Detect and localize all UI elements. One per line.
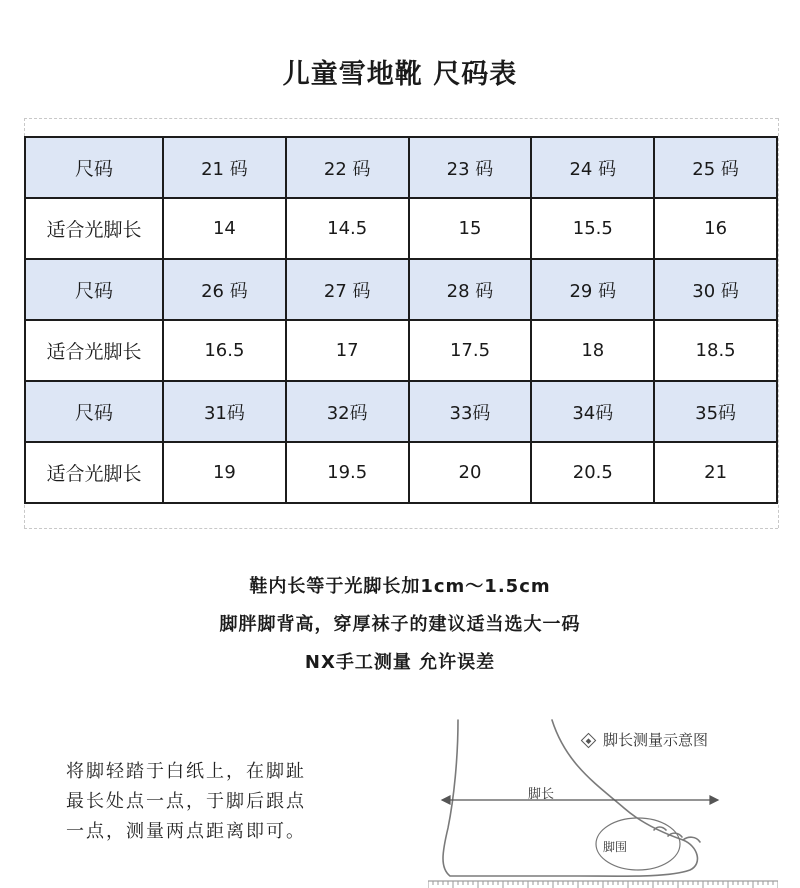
- foot-length-row-label: 适合光脚长: [25, 442, 163, 503]
- size-row: [25, 137, 777, 198]
- foot-length-row-label: 适合光脚长: [25, 320, 163, 381]
- instruction-line: 最长处点一点，于脚后跟点: [66, 791, 306, 812]
- foot-length-cell: 17: [286, 320, 409, 381]
- foot-length-cell: 16.5: [163, 320, 286, 381]
- size-cell: 34码: [531, 381, 654, 442]
- size-chart-table: [24, 136, 778, 504]
- foot-length-cell: 16: [654, 198, 777, 259]
- foot-length-row: [25, 320, 777, 381]
- foot-length-cell: 19.5: [286, 442, 409, 503]
- diagram-title: 脚长测量示意图: [603, 731, 709, 749]
- size-row-label: 尺码: [25, 137, 163, 198]
- size-row-label: 尺码: [25, 381, 163, 442]
- note-inner-length: 鞋内长等于光脚长加1cm～1.5cm: [249, 576, 551, 597]
- foot-length-cell: 21: [654, 442, 777, 503]
- size-cell: 33码: [409, 381, 532, 442]
- note-measurement-error: NX手工测量 允许误差: [304, 652, 496, 673]
- size-cell: 24 码: [531, 137, 654, 198]
- size-cell: 22 码: [286, 137, 409, 198]
- measure-instructions: [66, 757, 386, 847]
- foot-length-label: 脚长: [528, 787, 555, 802]
- bottom-dashed-guide: [24, 528, 778, 529]
- size-cell: 26 码: [163, 259, 286, 320]
- instruction-line: 将脚轻踏于白纸上，在脚趾: [66, 761, 306, 782]
- instruction-line: 一点，测量两点距离即可。: [66, 821, 306, 842]
- size-cell: 31码: [163, 381, 286, 442]
- size-cell: 27 码: [286, 259, 409, 320]
- foot-length-cell: 20.5: [531, 442, 654, 503]
- size-cell: 23 码: [409, 137, 532, 198]
- foot-length-cell: 17.5: [409, 320, 532, 381]
- size-cell: 25 码: [654, 137, 777, 198]
- foot-length-cell: 18.5: [654, 320, 777, 381]
- top-dashed-guide: [24, 118, 778, 119]
- length-arrow-icon: [442, 796, 718, 804]
- foot-length-row-label: 适合光脚长: [25, 198, 163, 259]
- foot-outline-icon: [443, 720, 700, 876]
- size-row: [25, 381, 777, 442]
- size-cell: 28 码: [409, 259, 532, 320]
- size-cell: 29 码: [531, 259, 654, 320]
- foot-length-row: [25, 198, 777, 259]
- foot-length-cell: 14.5: [286, 198, 409, 259]
- size-cell: 32码: [286, 381, 409, 442]
- note-size-up-advice: 脚胖脚背高，穿厚袜子的建议适当选大一码: [219, 614, 581, 635]
- foot-length-cell: 14: [163, 198, 286, 259]
- size-cell: 35码: [654, 381, 777, 442]
- foot-length-cell: 15: [409, 198, 532, 259]
- notes-block: [0, 568, 800, 682]
- foot-length-cell: 15.5: [531, 198, 654, 259]
- foot-measure-diagram: [428, 718, 778, 888]
- foot-girth-label: 脚围: [603, 840, 628, 854]
- size-row: [25, 259, 777, 320]
- size-row-label: 尺码: [25, 259, 163, 320]
- foot-length-row: [25, 442, 777, 503]
- right-dashed-guide: [778, 118, 779, 528]
- foot-length-cell: 18: [531, 320, 654, 381]
- size-cell: 30 码: [654, 259, 777, 320]
- page-title: 儿童雪地靴 尺码表: [282, 59, 518, 90]
- size-cell: 21 码: [163, 137, 286, 198]
- foot-length-cell: 19: [163, 442, 286, 503]
- foot-length-cell: 20: [409, 442, 532, 503]
